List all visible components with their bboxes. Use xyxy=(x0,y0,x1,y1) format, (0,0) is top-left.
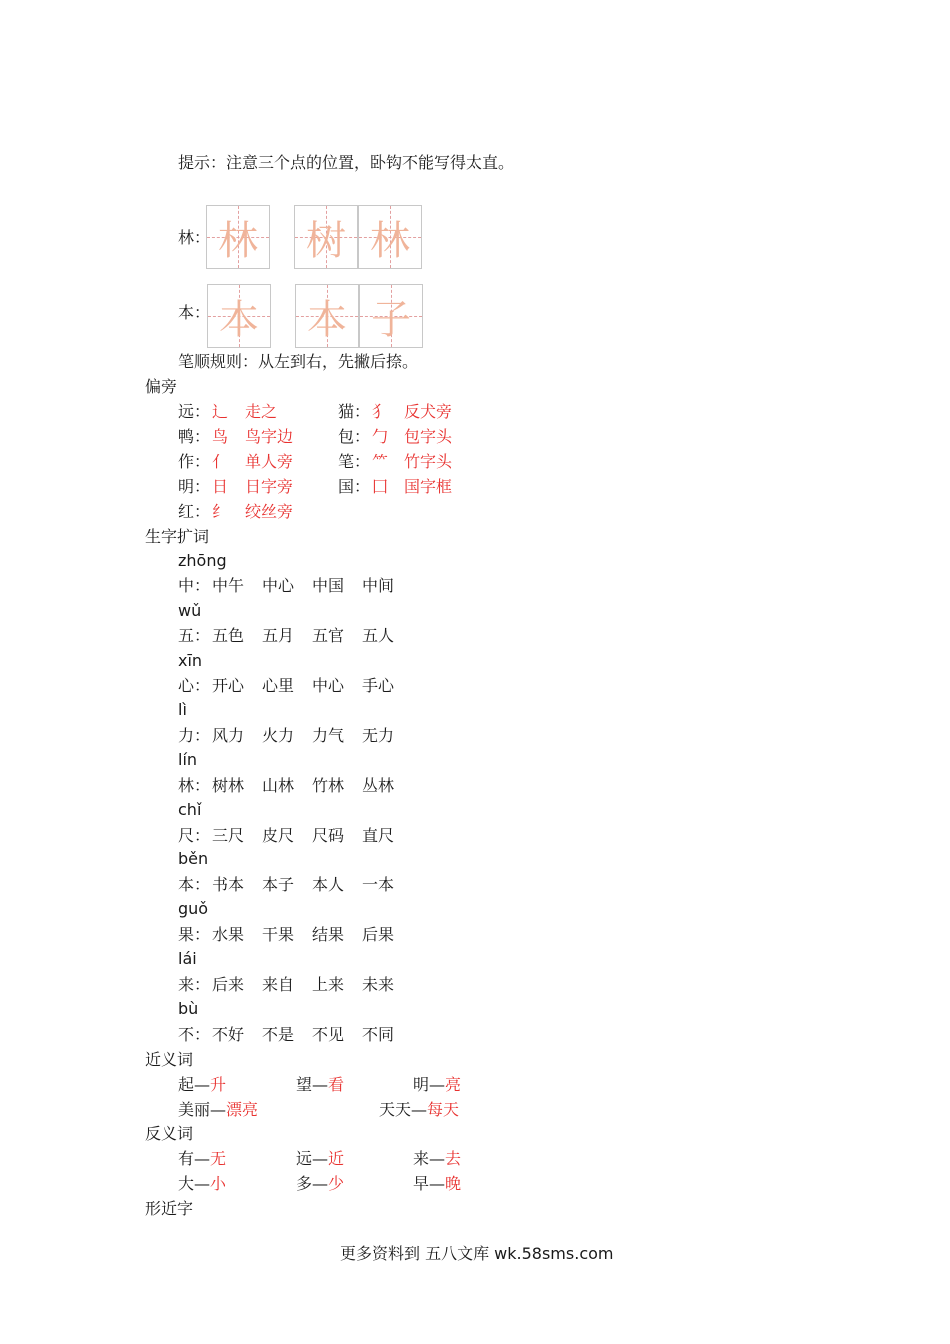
antonym-answer: 少 xyxy=(328,1174,345,1193)
vocab-word: 丛林 xyxy=(362,776,395,795)
synonym-word: 天天— xyxy=(379,1100,428,1119)
radical-symbol: ⺮ xyxy=(372,452,389,471)
vocab-word: 尺码 xyxy=(312,826,345,845)
synonym-word: 明— xyxy=(413,1075,446,1094)
radical-char: 远： xyxy=(178,402,211,421)
radical-name: 日字旁 xyxy=(245,477,294,496)
vocab-word: 不见 xyxy=(312,1025,345,1044)
radical-symbol: 日 xyxy=(212,477,229,496)
radical-char: 猫： xyxy=(338,402,371,421)
radical-name: 单人旁 xyxy=(245,452,294,471)
pinyin: wǔ xyxy=(178,601,202,620)
radical-symbol: 勹 xyxy=(372,427,389,446)
vocab-word: 五人 xyxy=(362,626,395,645)
section-heading-vocab: 生字扩词 xyxy=(145,527,210,546)
pinyin: běn xyxy=(178,849,209,868)
synonym-pair xyxy=(413,1075,461,1095)
pinyin: zhōng xyxy=(178,551,227,570)
vocab-word: 力气 xyxy=(312,726,345,745)
vocab-word: 不同 xyxy=(362,1025,395,1044)
antonym-word: 有— xyxy=(178,1149,211,1168)
vocab-word: 来自 xyxy=(262,975,295,994)
vocab-word: 中午 xyxy=(212,576,245,595)
vocab-word: 书本 xyxy=(212,875,245,894)
synonym-answer: 漂亮 xyxy=(226,1100,259,1119)
radical-name: 包字头 xyxy=(404,427,453,446)
pinyin: xīn xyxy=(178,651,203,670)
vocab-word: 手心 xyxy=(362,676,395,695)
vocab-char: 果： xyxy=(178,925,211,944)
synonym-pair xyxy=(296,1075,344,1095)
vocab-word: 一本 xyxy=(362,875,395,894)
vocab-word: 未来 xyxy=(362,975,395,994)
vocab-word: 直尺 xyxy=(362,826,395,845)
radical-char: 明： xyxy=(178,477,211,496)
antonym-answer: 无 xyxy=(210,1149,227,1168)
radical-name: 国字框 xyxy=(404,477,453,496)
practice-box xyxy=(294,205,358,269)
antonym-answer: 小 xyxy=(210,1174,227,1193)
vocab-char: 来： xyxy=(178,975,211,994)
antonym-pair xyxy=(178,1174,226,1194)
radical-symbol: 犭 xyxy=(372,402,389,421)
pinyin: lái xyxy=(178,949,197,968)
radical-char: 鸭： xyxy=(178,427,211,446)
antonym-word: 大— xyxy=(178,1174,211,1193)
footer-link[interactable]: 更多资料到 五八文库 wk.58sms.com xyxy=(340,1244,614,1263)
vocab-word: 上来 xyxy=(312,975,345,994)
synonym-pair xyxy=(178,1100,258,1120)
vocab-word: 不是 xyxy=(262,1025,295,1044)
vocab-word: 开心 xyxy=(212,676,245,695)
vocab-word: 干果 xyxy=(262,925,295,944)
radical-symbol: 囗 xyxy=(372,477,389,496)
vocab-word: 后果 xyxy=(362,925,395,944)
practice-box xyxy=(358,205,422,269)
vocab-char: 力： xyxy=(178,726,211,745)
practice-box xyxy=(359,284,423,348)
practice-label-ben: 本： xyxy=(178,303,211,322)
antonym-pair xyxy=(178,1149,226,1169)
radical-symbol: 纟 xyxy=(212,502,229,521)
synonym-word: 美丽— xyxy=(178,1100,227,1119)
vocab-word: 无力 xyxy=(362,726,395,745)
vocab-word: 五月 xyxy=(262,626,295,645)
synonym-answer: 升 xyxy=(210,1075,227,1094)
radical-name: 走之 xyxy=(245,402,278,421)
pinyin: lì xyxy=(178,700,187,719)
practice-box xyxy=(206,205,270,269)
vocab-word: 不好 xyxy=(212,1025,245,1044)
vocab-word: 皮尺 xyxy=(262,826,295,845)
radical-name: 鸟字边 xyxy=(245,427,294,446)
vocab-word: 竹林 xyxy=(312,776,345,795)
vocab-word: 后来 xyxy=(212,975,245,994)
antonym-pair xyxy=(296,1149,344,1169)
practice-char: 林 xyxy=(218,217,258,264)
hint-text: 提示：注意三个点的位置，卧钩不能写得太直。 xyxy=(178,153,515,172)
pinyin: bù xyxy=(178,999,199,1018)
vocab-word: 中国 xyxy=(312,576,345,595)
vocab-word: 树林 xyxy=(212,776,245,795)
radical-name: 绞丝旁 xyxy=(245,502,294,521)
section-heading-radicals: 偏旁 xyxy=(145,377,178,396)
antonym-pair xyxy=(413,1149,461,1169)
radical-char: 笔： xyxy=(338,452,371,471)
vocab-word: 中心 xyxy=(262,576,295,595)
vocab-word: 风力 xyxy=(212,726,245,745)
practice-box xyxy=(207,284,271,348)
vocab-word: 水果 xyxy=(212,925,245,944)
pinyin: guǒ xyxy=(178,899,209,918)
radical-symbol: 亻 xyxy=(212,452,229,471)
antonym-answer: 去 xyxy=(445,1149,462,1168)
radical-char: 国： xyxy=(338,477,371,496)
pinyin: lín xyxy=(178,750,198,769)
practice-char: 本 xyxy=(219,296,259,343)
practice-char: 树 xyxy=(306,217,346,264)
synonym-word: 望— xyxy=(296,1075,329,1094)
vocab-word: 三尺 xyxy=(212,826,245,845)
radical-char: 包： xyxy=(338,427,371,446)
practice-label-lin: 林： xyxy=(178,228,211,247)
practice-box xyxy=(295,284,359,348)
vocab-word: 五色 xyxy=(212,626,245,645)
stroke-rule: 笔顺规则：从左到右，先撇后捺。 xyxy=(178,352,419,371)
section-heading-synonyms: 近义词 xyxy=(145,1050,194,1069)
section-heading-antonyms: 反义词 xyxy=(145,1124,194,1143)
practice-char: 林 xyxy=(370,217,410,264)
vocab-word: 五官 xyxy=(312,626,345,645)
pinyin: chǐ xyxy=(178,800,202,819)
vocab-word: 本人 xyxy=(312,875,345,894)
synonym-word: 起— xyxy=(178,1075,211,1094)
vocab-char: 林： xyxy=(178,776,211,795)
synonym-pair xyxy=(178,1075,226,1095)
radical-char: 作： xyxy=(178,452,211,471)
radical-name: 反犬旁 xyxy=(404,402,453,421)
vocab-char: 心： xyxy=(178,676,211,695)
vocab-word: 中心 xyxy=(312,676,345,695)
antonym-word: 多— xyxy=(296,1174,329,1193)
practice-char: 子 xyxy=(371,296,411,343)
section-heading-similar-chars: 形近字 xyxy=(145,1199,194,1218)
radical-symbol: 辶 xyxy=(212,402,229,421)
antonym-answer: 近 xyxy=(328,1149,345,1168)
practice-char: 本 xyxy=(307,296,347,343)
vocab-word: 结果 xyxy=(312,925,345,944)
synonym-answer: 每天 xyxy=(427,1100,460,1119)
radical-char: 红： xyxy=(178,502,211,521)
synonym-answer: 亮 xyxy=(445,1075,462,1094)
vocab-word: 本子 xyxy=(262,875,295,894)
antonym-pair xyxy=(296,1174,344,1194)
vocab-char: 不： xyxy=(178,1025,211,1044)
radical-name: 竹字头 xyxy=(404,452,453,471)
vocab-char: 本： xyxy=(178,875,211,894)
antonym-word: 早— xyxy=(413,1174,446,1193)
radical-symbol: 鸟 xyxy=(212,427,229,446)
vocab-word: 心里 xyxy=(262,676,295,695)
antonym-answer: 晚 xyxy=(445,1174,462,1193)
synonym-answer: 看 xyxy=(328,1075,345,1094)
antonym-pair xyxy=(413,1174,461,1194)
antonym-word: 远— xyxy=(296,1149,329,1168)
vocab-word: 中间 xyxy=(362,576,395,595)
antonym-word: 来— xyxy=(413,1149,446,1168)
vocab-char: 尺： xyxy=(178,826,211,845)
synonym-pair xyxy=(379,1100,459,1120)
vocab-word: 火力 xyxy=(262,726,295,745)
vocab-char: 中： xyxy=(178,576,211,595)
vocab-char: 五： xyxy=(178,626,211,645)
vocab-word: 山林 xyxy=(262,776,295,795)
